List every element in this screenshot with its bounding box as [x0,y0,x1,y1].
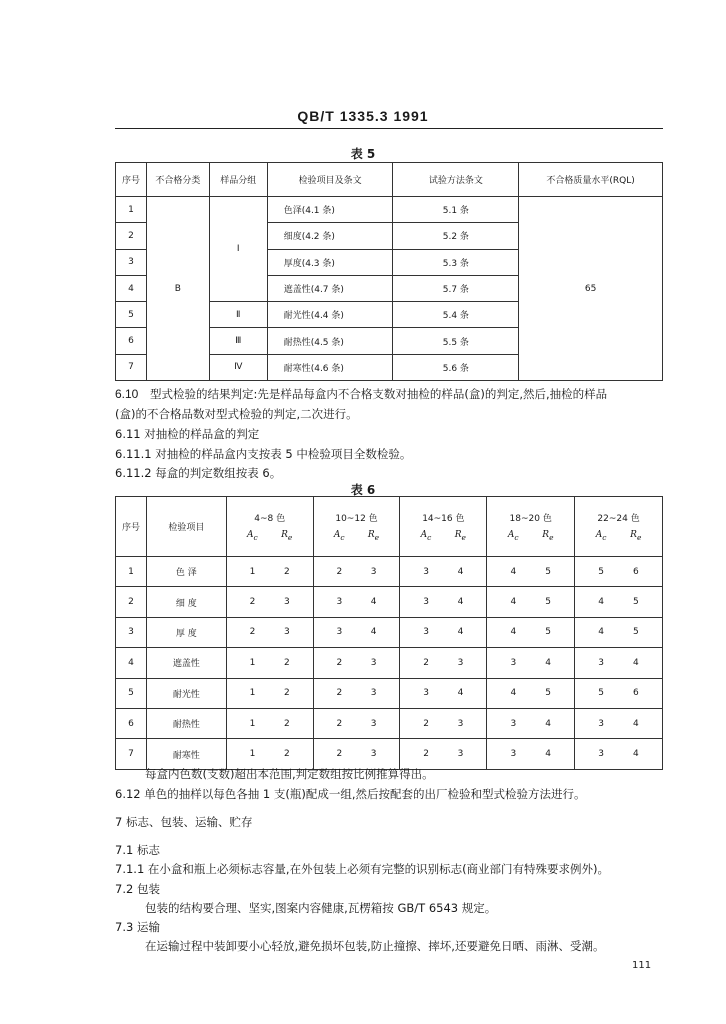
table6-ac-value: 3 [598,718,605,729]
table6-re-value: 2 [283,718,290,729]
paragraph-6-11-2: 6.11.2 每盒的判定数组按表 6。 [115,466,282,480]
table6-re-value: 5 [633,627,639,638]
table6-ac-value: 3 [598,657,605,668]
table5-method: 5.6 条 [393,354,519,380]
table6-ac-value: 5 [598,688,605,699]
table6-no: 1 [116,557,147,587]
table5-header-item: 检验项目及条文 [267,163,393,197]
table6-ac-value: 4 [510,688,517,699]
table6-cell [575,617,663,647]
table6-title: 表 6 [350,483,376,497]
table6-re-value: 3 [457,718,464,729]
section-7-3-text: 在运输过程中装卸要小心轻放,避免损坏包装,防止撞擦、摔坏,还要避免日晒、雨淋、受潮。 [145,939,605,953]
table6-re-value: 5 [545,597,551,608]
table6-re-value: 3 [370,566,377,577]
table5-no: 4 [116,275,147,301]
table6-cell [226,739,313,769]
table6-header-no: 序号 [116,497,147,557]
table6-item: 耐寒性 [146,739,226,769]
table6-ac-value: 2 [336,566,343,577]
table6-cell [313,587,400,617]
table6-note: 每盒内色数(支数)超出本范围,判定数组按比例推算得出。 [145,767,434,781]
table6-cell [313,617,400,647]
table6-row [116,678,663,708]
table5-no: 7 [116,354,147,380]
table5-item: 遮盖性(4.7 条) [267,275,393,301]
table6-cell [226,617,313,647]
table6-cell [575,739,663,769]
table6-ac-value: 3 [423,688,430,699]
table6-no: 5 [116,678,147,708]
page-number: 111 [632,960,652,971]
table6-ac-value: 2 [336,688,343,699]
table6-cell [575,678,663,708]
table6-ac-value: 2 [423,718,430,729]
table6-cell [313,678,400,708]
table5-item: 细度(4.2 条) [267,223,393,249]
table5-row [116,197,663,223]
table6-row [116,648,663,678]
paragraph-6-11-1: 6.11.1 对抽检的样品盒内支按表 5 中检验项目全数检验。 [115,447,412,461]
table5-group-1: Ⅰ [209,197,267,302]
table5-item: 耐寒性(4.6 条) [267,354,393,380]
table6-re-value: 5 [545,688,551,699]
section-7-2-text: 包装的结构要合理、坚实,图案内容健康,瓦楞箱按 GB/T 6543 规定。 [145,901,497,915]
table6-ac-value: 4 [598,597,605,608]
table6-cell [487,739,575,769]
table6-re-value: 4 [545,718,551,729]
table6-ac-value: 3 [598,749,605,760]
table6-re-value: 3 [370,749,377,760]
table6-re-value: 3 [370,718,377,729]
table5-item: 耐热性(4.5 条) [267,328,393,354]
table6-ac-value: 2 [336,718,343,729]
table6-re-value: 5 [545,627,551,638]
section-7-3: 7.3 运输 [115,920,160,934]
table6-cell [575,708,663,738]
table6-cell [226,648,313,678]
table6-item: 耐光性 [146,678,226,708]
table6-cell [400,678,487,708]
table6-row [116,739,663,769]
table6-re-value: 4 [633,657,639,668]
table6-item: 遮盖性 [146,648,226,678]
table6-group-label: 22~24 色 [597,514,640,525]
table6-item: 耐热性 [146,708,226,738]
table6-no: 2 [116,587,147,617]
table6-cell [487,708,575,738]
table6-cell [400,648,487,678]
table6-re-value: 4 [457,597,464,608]
table6-cell [400,739,487,769]
standard-code: QB/T 1335.3 1991 [297,108,429,124]
table5-header-row [116,163,663,197]
table6-ac-value: 5 [598,566,605,577]
table6-re-value: 5 [633,597,639,608]
table6-ac-value: 2 [423,657,430,668]
table6-re-value: 4 [633,749,639,760]
table6-cell [226,708,313,738]
table6-cell [575,587,663,617]
table5-rql: 65 [519,197,663,381]
section-7-1: 7.1 标志 [115,843,160,857]
table6-cell [575,648,663,678]
table6-group-header: 10~12 色 $A_c$ $R_e$ [313,497,400,557]
table6-ac-value: 3 [423,597,430,608]
table6-cell [487,557,575,587]
table6-group-label: 18~20 色 [509,514,552,525]
table6-ac-value: 4 [510,597,517,608]
table6-cell [487,648,575,678]
table5-method: 5.3 条 [393,249,519,275]
table5-header-group: 样品分组 [209,163,267,197]
table6-re-value: 2 [283,749,290,760]
table6-ac-value: 1 [249,657,256,668]
table6-re-value: 3 [283,627,290,638]
table6-re-value: 3 [457,749,464,760]
header-rule [115,128,663,129]
table6-row [116,708,663,738]
table6-re-value: 4 [633,718,639,729]
table5-item: 厚度(4.3 条) [267,249,393,275]
table6-cell [313,739,400,769]
table6-header-row [116,497,663,557]
table5-no: 6 [116,328,147,354]
table5-method: 5.1 条 [393,197,519,223]
table6-ac-value: 4 [510,566,517,577]
table5-no: 5 [116,302,147,328]
table5-header-rql: 不合格质量水平(RQL) [519,163,663,197]
table6-group-header: 18~20 色 $A_c$ $R_e$ [487,497,575,557]
table6-ac-value: 4 [510,627,517,638]
table5-method: 5.7 条 [393,275,519,301]
table6-re-value: 4 [457,627,464,638]
table5-group-4: Ⅳ [209,354,267,380]
table6-ac-value: 3 [336,627,343,638]
paragraph-6-12: 6.12 单色的抽样以每色各抽 1 支(瓶)配成一组,然后按配套的出厂检验和型式检验方法进行。 [115,787,586,801]
table6-group-header: 22~24 色 $A_c$ $R_e$ [575,497,663,557]
table5-title: 表 5 [350,147,376,161]
table6-re-value: 4 [370,627,377,638]
table6-re-value: 4 [457,566,464,577]
section-7-2: 7.2 包装 [115,882,160,896]
table6-ac-value: 2 [336,657,343,668]
table6-no: 6 [116,708,147,738]
table6-item: 细 度 [146,587,226,617]
table6-cell [226,587,313,617]
table6-ac-value: 1 [249,749,256,760]
table6-header-item: 检验项目 [146,497,226,557]
table6-ac-value: 2 [249,597,256,608]
section-7-title: 7 标志、包装、运输、贮存 [115,815,253,829]
table6-re-value: 3 [370,688,377,699]
table6-cell [400,708,487,738]
table6-no: 4 [116,648,147,678]
table5-header-no: 序号 [116,163,147,197]
table6-cell [226,678,313,708]
table6-ac-value: 3 [510,657,517,668]
table5-item: 色泽(4.1 条) [267,197,393,223]
table5-no: 1 [116,197,147,223]
table6-cell [400,557,487,587]
table6-re-value: 2 [283,657,290,668]
table6-cell [313,708,400,738]
paragraph-6-10-number: 6.10 [115,387,139,401]
table6-cell [313,648,400,678]
table6-group-label: 14~16 色 [422,514,465,525]
table6-ac-value: 3 [423,627,430,638]
table6 [115,496,663,770]
table6-cell [487,587,575,617]
table5-method: 5.4 条 [393,302,519,328]
table5-method: 5.2 条 [393,223,519,249]
table5-header-category: 不合格分类 [146,163,209,197]
table6-no: 3 [116,617,147,647]
table5-no: 2 [116,223,147,249]
table5-group-3: Ⅲ [209,328,267,354]
table6-re-value: 3 [370,657,377,668]
table6-group-label: 4~8 色 [254,514,286,525]
table6-row [116,617,663,647]
table6-cell [487,617,575,647]
table6-re-value: 4 [370,597,377,608]
table6-cell [400,587,487,617]
table6-cell [400,617,487,647]
table6-ac-value: 2 [423,749,430,760]
table6-group-label: 10~12 色 [335,514,378,525]
table6-re-value: 5 [545,566,551,577]
table6-ac-value: 1 [249,718,256,729]
table5-category: B [146,197,209,381]
table6-re-value: 4 [457,688,464,699]
table6-item: 色 泽 [146,557,226,587]
table6-ac-value: 2 [336,749,343,760]
table6-ac-value: 3 [510,749,517,760]
paragraph-6-10-text: 型式检验的结果判定:先是样品每盒内不合格支数对抽检的样品(盒)的判定,然后,抽检的样品 [150,387,608,401]
table5-item: 耐光性(4.4 条) [267,302,393,328]
table6-ac-value: 3 [510,718,517,729]
table6-re-value: 6 [633,566,639,577]
paragraph-6-11: 6.11 对抽检的样品盒的判定 [115,427,260,441]
table6-body [116,557,663,770]
table6-row [116,587,663,617]
table5-header-method: 试验方法条文 [393,163,519,197]
table6-re-value: 6 [633,688,639,699]
table6-group-header: 4~8 色 $A_c$ $R_e$ [226,497,313,557]
table6-ac-value: 1 [249,688,256,699]
paragraph-6-10-line1 [115,386,607,402]
table6-re-value: 3 [283,597,290,608]
table6-re-value: 2 [283,688,290,699]
table6-cell [313,557,400,587]
table6-cell [575,557,663,587]
table6-cell [487,678,575,708]
table6-re-value: 4 [545,657,551,668]
table5 [115,162,663,381]
paragraph-6-10-line2: (盒)的不合格品数对型式检验的判定,二次进行。 [115,407,358,421]
table6-no: 7 [116,739,147,769]
table5-group-2: Ⅱ [209,302,267,328]
table6-re-value: 3 [457,657,464,668]
table6-cell [226,557,313,587]
table5-no: 3 [116,249,147,275]
table6-group-header: 14~16 色 $A_c$ $R_e$ [400,497,487,557]
table6-row [116,557,663,587]
table6-re-value: 4 [545,749,551,760]
table6-ac-value: 4 [598,627,605,638]
table6-ac-value: 3 [336,597,343,608]
table6-re-value: 2 [283,566,290,577]
table5-method: 5.5 条 [393,328,519,354]
table6-item: 厚 度 [146,617,226,647]
section-7-1-1: 7.1.1 在小盒和瓶上必须标志容量,在外包装上必须有完整的识别标志(商业部门有特殊要求例外)。 [115,862,610,876]
table6-ac-value: 1 [249,566,256,577]
table6-ac-value: 2 [249,627,256,638]
table6-ac-value: 3 [423,566,430,577]
